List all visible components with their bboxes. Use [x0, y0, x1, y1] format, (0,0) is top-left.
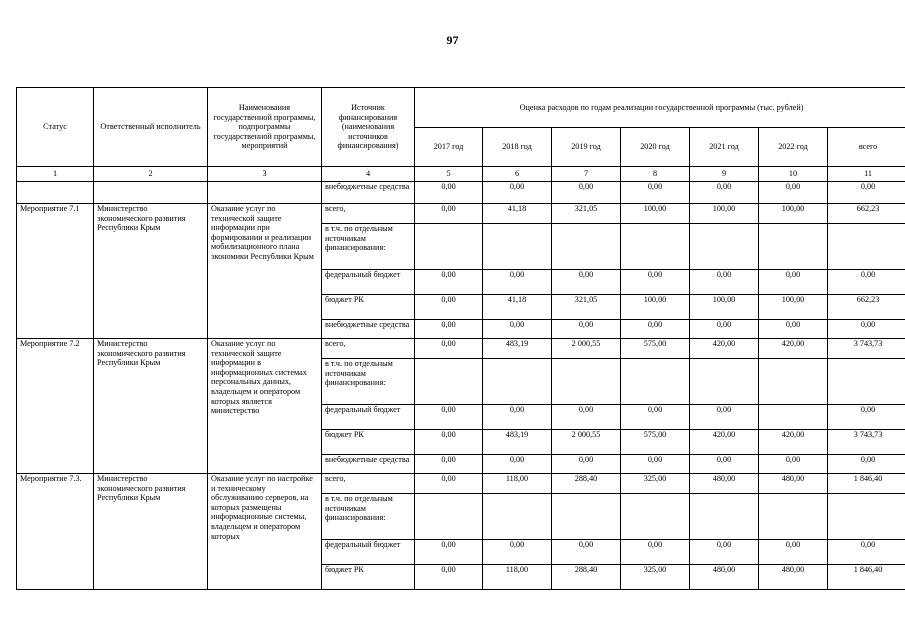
total-cell: 0,00 [828, 270, 905, 295]
value-cell: 0,00 [690, 455, 759, 474]
value-cell: 0,00 [415, 430, 483, 455]
value-cell: 41,18 [483, 204, 552, 224]
value-cell: 0,00 [690, 270, 759, 295]
name-cell: Оказание услуг по настройке и техническому обслуживанию серверов, на которых размещены информационные системы, владельцем и оператором которых [208, 474, 322, 590]
value-cell [759, 359, 828, 405]
value-cell [552, 359, 621, 405]
executor-cell: Министерство экономического развития Республики Крым [94, 204, 208, 339]
value-cell: 0,00 [483, 270, 552, 295]
measure-row [17, 339, 905, 359]
value-cell: 0,00 [415, 339, 483, 359]
value-cell: 480,00 [759, 565, 828, 590]
value-cell: 0,00 [552, 320, 621, 339]
value-cell: 0,00 [483, 540, 552, 565]
value-cell: 288,40 [552, 565, 621, 590]
column-index: 8 [621, 167, 690, 182]
value-cell: 0,00 [415, 295, 483, 320]
header-year: 2022 год [759, 128, 828, 167]
name-cell [208, 182, 322, 204]
value-cell: 0,00 [690, 182, 759, 204]
value-cell: 0,00 [552, 455, 621, 474]
column-index: 5 [415, 167, 483, 182]
value-cell: 0,00 [552, 182, 621, 204]
value-cell: 0,00 [690, 405, 759, 430]
name-cell: Оказание услуг по технической защите информации в информационных системах персональных данных, владельцем и оператором которых является министерство [208, 339, 322, 474]
carry-over-row [17, 182, 905, 204]
value-cell [621, 494, 690, 540]
source-cell: в т.ч. по отдельным источникам финансирования: [322, 224, 415, 270]
value-cell: 0,00 [483, 405, 552, 430]
total-cell: 0,00 [828, 182, 905, 204]
value-cell: 0,00 [621, 540, 690, 565]
value-cell: 420,00 [690, 339, 759, 359]
total-cell: 3 743,73 [828, 430, 905, 455]
value-cell [759, 494, 828, 540]
column-index: 11 [828, 167, 905, 182]
source-cell: бюджет РК [322, 295, 415, 320]
value-cell: 480,00 [690, 565, 759, 590]
table-body [17, 167, 905, 590]
value-cell: 0,00 [759, 540, 828, 565]
value-cell: 321,05 [552, 204, 621, 224]
status-cell [17, 182, 94, 204]
column-index: 2 [94, 167, 208, 182]
total-cell: 3 743,73 [828, 339, 905, 359]
value-cell: 480,00 [690, 474, 759, 494]
source-cell: всего, [322, 204, 415, 224]
source-cell: всего, [322, 339, 415, 359]
total-cell: 1 846,40 [828, 474, 905, 494]
column-index: 1 [17, 167, 94, 182]
value-cell: 0,00 [483, 182, 552, 204]
value-cell: 100,00 [621, 204, 690, 224]
value-cell: 0,00 [621, 455, 690, 474]
value-cell [759, 224, 828, 270]
value-cell: 118,00 [483, 474, 552, 494]
value-cell [415, 224, 483, 270]
measure-row [17, 474, 905, 494]
value-cell: 420,00 [759, 339, 828, 359]
status-cell: Мероприятие 7.1 [17, 204, 94, 339]
value-cell [483, 494, 552, 540]
value-cell: 0,00 [415, 565, 483, 590]
executor-cell: Министерство экономического развития Республики Крым [94, 474, 208, 590]
value-cell [483, 224, 552, 270]
value-cell: 575,00 [621, 430, 690, 455]
header-total: всего [828, 128, 905, 167]
value-cell: 0,00 [483, 320, 552, 339]
source-cell: в т.ч. по отдельным источникам финансирования: [322, 359, 415, 405]
value-cell: 118,00 [483, 565, 552, 590]
column-index: 9 [690, 167, 759, 182]
value-cell [759, 405, 828, 430]
total-cell [828, 359, 905, 405]
total-cell [828, 224, 905, 270]
value-cell: 0,00 [690, 540, 759, 565]
header-estimate: Оценка расходов по годам реализации государственной программы (тыс. рублей) [415, 88, 905, 128]
value-cell: 0,00 [415, 405, 483, 430]
source-cell: внебюджетные средства [322, 455, 415, 474]
status-cell: Мероприятие 7.3. [17, 474, 94, 590]
value-cell: 0,00 [621, 182, 690, 204]
value-cell [621, 224, 690, 270]
value-cell: 0,00 [621, 320, 690, 339]
value-cell: 575,00 [621, 339, 690, 359]
value-cell: 325,00 [621, 474, 690, 494]
value-cell: 480,00 [759, 474, 828, 494]
value-cell: 0,00 [621, 270, 690, 295]
header-executor: Ответственный исполнитель [94, 88, 208, 167]
value-cell: 100,00 [621, 295, 690, 320]
value-cell: 0,00 [415, 182, 483, 204]
value-cell: 321,05 [552, 295, 621, 320]
value-cell: 100,00 [759, 295, 828, 320]
value-cell [552, 224, 621, 270]
source-cell: федеральный бюджет [322, 270, 415, 295]
value-cell: 100,00 [690, 204, 759, 224]
value-cell: 0,00 [759, 455, 828, 474]
value-cell: 0,00 [759, 182, 828, 204]
source-cell: федеральный бюджет [322, 405, 415, 430]
total-cell: 1 846,40 [828, 565, 905, 590]
executor-cell: Министерство экономического развития Республики Крым [94, 339, 208, 474]
value-cell: 2 000,55 [552, 430, 621, 455]
header-source: Источник финансирования (наименования источников финансирования) [322, 88, 415, 167]
header-year: 2021 год [690, 128, 759, 167]
header-year: 2017 год [415, 128, 483, 167]
source-cell: бюджет РК [322, 430, 415, 455]
value-cell: 0,00 [415, 204, 483, 224]
value-cell: 41,18 [483, 295, 552, 320]
value-cell: 2 000,55 [552, 339, 621, 359]
value-cell: 0,00 [690, 320, 759, 339]
total-cell: 0,00 [828, 455, 905, 474]
value-cell [690, 494, 759, 540]
value-cell [552, 494, 621, 540]
total-cell: 662,23 [828, 204, 905, 224]
value-cell [690, 224, 759, 270]
measure-row [17, 204, 905, 224]
value-cell: 325,00 [621, 565, 690, 590]
value-cell: 0,00 [552, 540, 621, 565]
value-cell [621, 359, 690, 405]
source-cell: бюджет РК [322, 565, 415, 590]
value-cell: 0,00 [415, 270, 483, 295]
column-index-row [17, 167, 905, 182]
value-cell: 0,00 [415, 455, 483, 474]
value-cell: 0,00 [483, 455, 552, 474]
total-cell [828, 494, 905, 540]
name-cell: Оказание услуг по технической защите информации при формировании и реализации мобилизационного плана экономики Республики Крым [208, 204, 322, 339]
value-cell: 420,00 [690, 430, 759, 455]
source-cell: внебюджетные средства [322, 182, 415, 204]
value-cell: 0,00 [759, 270, 828, 295]
total-cell: 0,00 [828, 320, 905, 339]
budget-table [16, 87, 905, 590]
value-cell: 483,19 [483, 339, 552, 359]
column-index: 7 [552, 167, 621, 182]
source-cell: всего, [322, 474, 415, 494]
value-cell: 0,00 [552, 270, 621, 295]
source-cell: в т.ч. по отдельным источникам финансирования: [322, 494, 415, 540]
value-cell [415, 359, 483, 405]
value-cell: 288,40 [552, 474, 621, 494]
header-name: Наименования государственной программы, подпрограммы государственной программы, мероприятий [208, 88, 322, 167]
column-index: 10 [759, 167, 828, 182]
header-status: Статус [17, 88, 94, 167]
column-index: 4 [322, 167, 415, 182]
value-cell: 420,00 [759, 430, 828, 455]
column-index: 3 [208, 167, 322, 182]
header-year: 2019 год [552, 128, 621, 167]
value-cell: 0,00 [759, 320, 828, 339]
page-number: 97 [446, 33, 459, 47]
status-cell: Мероприятие 7.2 [17, 339, 94, 474]
value-cell: 0,00 [552, 405, 621, 430]
column-index: 6 [483, 167, 552, 182]
total-cell: 662,23 [828, 295, 905, 320]
value-cell: 100,00 [690, 295, 759, 320]
value-cell: 0,00 [621, 405, 690, 430]
value-cell: 0,00 [415, 320, 483, 339]
header-year: 2018 год [483, 128, 552, 167]
value-cell [690, 359, 759, 405]
value-cell [483, 359, 552, 405]
value-cell [415, 494, 483, 540]
value-cell: 0,00 [415, 474, 483, 494]
value-cell: 0,00 [415, 540, 483, 565]
value-cell: 483,19 [483, 430, 552, 455]
total-cell: 0,00 [828, 405, 905, 430]
total-cell: 0,00 [828, 540, 905, 565]
header-year: 2020 год [621, 128, 690, 167]
source-cell: внебюджетные средства [322, 320, 415, 339]
source-cell: федеральный бюджет [322, 540, 415, 565]
value-cell: 100,00 [759, 204, 828, 224]
executor-cell [94, 182, 208, 204]
